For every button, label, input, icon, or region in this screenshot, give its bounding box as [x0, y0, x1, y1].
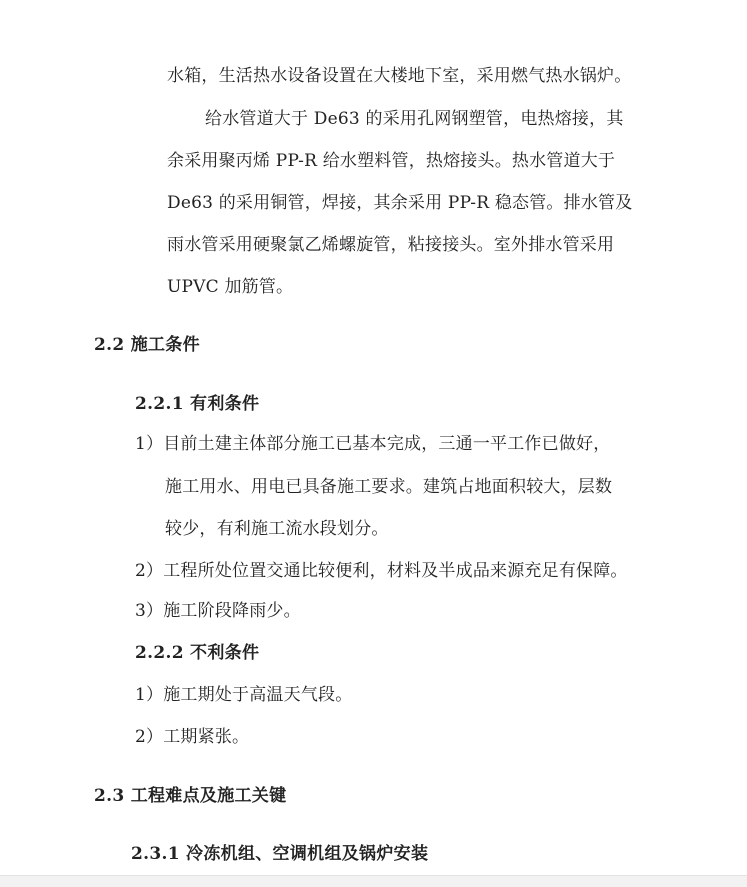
section-2-3-heading: 2.3 工程难点及施工关键: [94, 786, 287, 806]
page-bottom-edge: [0, 875, 747, 887]
intro-line-3: 余采用聚丙烯 PP-R 给水塑料管，热熔接头。热水管道大于: [167, 151, 616, 171]
intro-line-1: 水箱，生活热水设备设置在大楼地下室，采用燃气热水锅炉。: [167, 66, 632, 86]
intro-line-6: UPVC 加筋管。: [167, 277, 294, 297]
subsection-2-3-1-heading: 2.3.1 冷冻机组、空调机组及锅炉安装: [131, 844, 429, 864]
unfavorable-item-1: 1）施工期处于高温天气段。: [135, 685, 353, 705]
subsection-2-2-1-heading: 2.2.1 有利条件: [135, 394, 260, 414]
favorable-item-1-line-2: 施工用水、用电已具备施工要求。建筑占地面积较大，层数: [165, 477, 613, 497]
favorable-item-1-line-1: 1）目前土建主体部分施工已基本完成，三通一平工作已做好，: [135, 434, 611, 454]
intro-line-4: De63 的采用铜管，焊接，其余采用 PP-R 稳态管。排水管及: [167, 193, 633, 213]
section-2-2-heading: 2.2 施工条件: [94, 335, 200, 355]
favorable-item-3: 3）施工阶段降雨少。: [135, 601, 301, 621]
subsection-2-2-2-heading: 2.2.2 不利条件: [135, 643, 260, 663]
intro-line-5: 雨水管采用硬聚氯乙烯螺旋管，粘接接头。室外排水管采用: [167, 235, 615, 255]
unfavorable-item-2: 2）工期紧张。: [135, 727, 250, 747]
favorable-item-1-line-3: 较少，有利施工流水段划分。: [165, 519, 389, 539]
intro-line-2: 给水管道大于 De63 的采用孔网钢塑管，电热熔接，其: [205, 109, 624, 129]
favorable-item-2: 2）工程所处位置交通比较便利，材料及半成品来源充足有保障。: [135, 561, 628, 581]
